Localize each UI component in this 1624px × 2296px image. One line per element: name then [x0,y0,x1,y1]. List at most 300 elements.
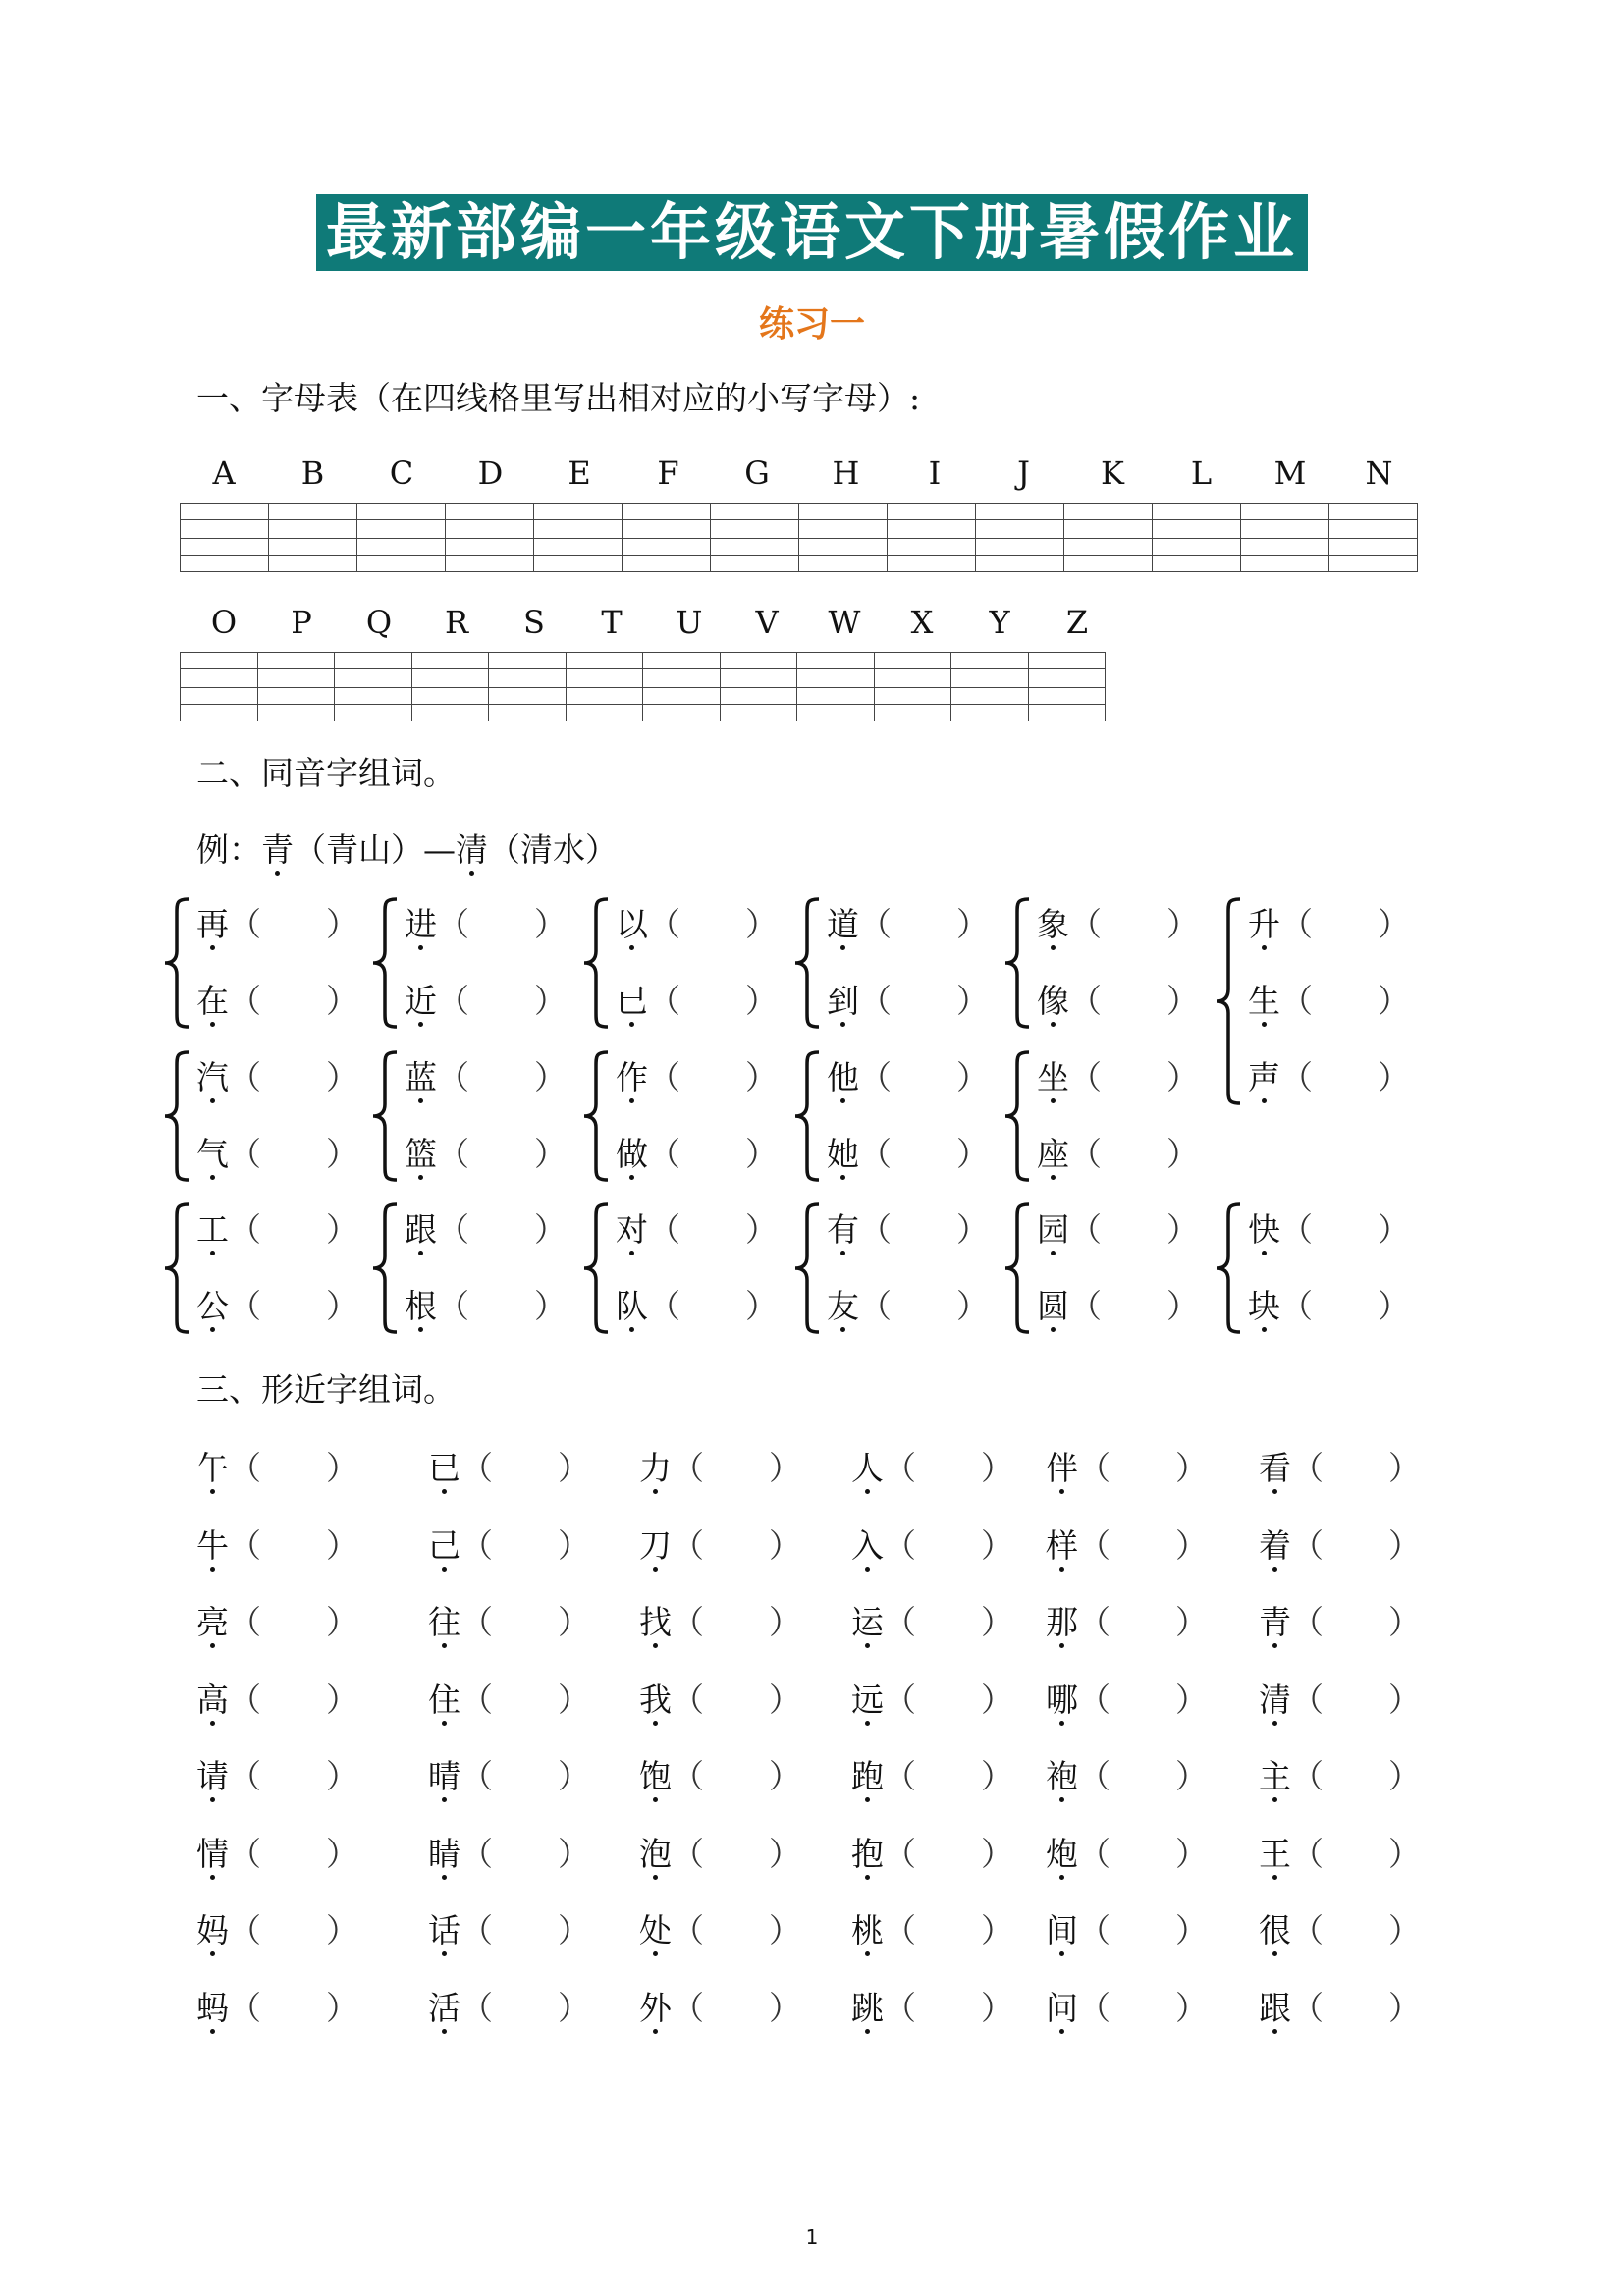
answer-blank[interactable]: （ ） [884,1525,1013,1565]
similar-char: 袍 [1046,1757,1078,1795]
similar-char-item [851,1835,1013,1874]
answer-blank[interactable]: （ ） [1291,1603,1421,1641]
four-line-grid-1 [180,503,1418,572]
answer-blank[interactable]: （ ） [1280,1058,1410,1096]
similar-char: 活 [428,1988,460,2027]
answer-blank[interactable]: （ ） [648,1058,778,1096]
answer-blank[interactable]: （ ） [648,1287,778,1325]
similar-char-item [1046,1989,1208,2028]
homophone-item [827,1210,989,1250]
alphabet-letter: R [444,604,469,641]
homophone-item [196,1287,358,1326]
alphabet-letter: L [1190,454,1213,492]
brace-icon [163,897,192,1029]
homophone-char: 座 [1037,1135,1069,1173]
answer-blank[interactable]: （ ） [1069,982,1199,1020]
homophone-char: 跟 [405,1210,437,1249]
homophone-item [1248,1058,1410,1097]
similar-char: 哪 [1046,1680,1078,1719]
brace-icon [1215,897,1244,1105]
answer-blank[interactable]: （ ） [859,982,989,1020]
alphabet-letter: Z [1065,604,1089,641]
homophone-item [616,1135,778,1174]
writing-cell[interactable] [257,653,335,721]
homophone-item [616,905,778,944]
homophone-char: 汽 [196,1058,229,1096]
similar-char-item [1259,1835,1421,1874]
answer-blank[interactable]: （ ） [437,1058,567,1096]
similar-char: 看 [1259,1449,1291,1487]
answer-blank[interactable]: （ ） [672,1680,801,1719]
similar-char-item [1046,1757,1208,1796]
similar-char: 泡 [639,1834,672,1873]
writing-cell[interactable] [446,504,534,572]
similar-char-item [639,1449,801,1488]
brace-icon [163,1050,192,1182]
answer-blank[interactable]: （ ） [460,1603,590,1641]
brace-icon [793,897,823,1029]
brace-icon [371,1050,401,1182]
answer-blank[interactable]: （ ） [437,1210,567,1249]
homophone-char: 像 [1037,982,1069,1020]
similar-char-item [1259,1526,1421,1566]
answer-blank[interactable]: （ ） [884,1988,1013,2027]
alphabet-letter: Q [365,604,393,641]
example-word-1: （青山） [294,830,423,869]
writing-cell[interactable] [797,653,875,721]
answer-blank[interactable]: （ ） [672,1603,801,1641]
answer-blank[interactable]: （ ） [884,1757,1013,1795]
answer-blank[interactable]: （ ） [229,1911,358,1949]
similar-char: 我 [639,1680,672,1719]
alphabet-letter: B [300,454,325,492]
similar-char: 样 [1046,1525,1078,1565]
answer-blank[interactable]: （ ） [859,1135,989,1173]
answer-blank[interactable]: （ ） [229,1757,358,1795]
answer-blank[interactable]: （ ） [1291,1525,1421,1565]
similar-char: 运 [851,1603,884,1641]
answer-blank[interactable]: （ ） [1069,905,1199,943]
brace-icon [582,1202,612,1334]
answer-blank[interactable]: （ ） [1078,1603,1208,1641]
example-dash: — [423,830,456,869]
answer-blank[interactable]: （ ） [1069,1058,1199,1096]
similar-char-item [1046,1681,1208,1720]
similar-char-item [196,1681,358,1720]
similar-char-item [851,1989,1013,2028]
similar-char: 往 [428,1603,460,1641]
homophone-item [196,1210,358,1250]
similar-char: 牛 [196,1525,229,1565]
answer-blank[interactable]: （ ） [460,1911,590,1949]
answer-blank[interactable]: （ ） [229,1135,358,1173]
answer-blank[interactable]: （ ） [460,1834,590,1873]
homophone-item [196,905,358,944]
homophone-item [1248,1287,1410,1326]
page-title: 最新部编一年级语文下册暑假作业 [316,194,1308,271]
answer-blank[interactable]: （ ） [229,1287,358,1325]
answer-blank[interactable]: （ ） [1280,1287,1410,1325]
similar-char-item [639,1526,801,1566]
answer-blank[interactable]: （ ） [1291,1449,1421,1487]
answer-blank[interactable]: （ ） [460,1757,590,1795]
answer-blank[interactable]: （ ） [229,1210,358,1249]
similar-char-item [639,1911,801,1950]
homophone-item [616,1210,778,1250]
alphabet-letter: U [676,604,703,641]
writing-cell[interactable] [269,504,357,572]
similar-char-item [428,1989,590,2028]
answer-blank[interactable]: （ ） [1291,1988,1421,2027]
similar-char-item [428,1449,590,1488]
similar-char-item [1259,1911,1421,1950]
answer-blank[interactable]: （ ） [460,1988,590,2027]
alphabet-letter: F [657,454,679,492]
answer-blank[interactable]: （ ） [229,1988,358,2027]
writing-cell[interactable] [489,653,567,721]
homophone-char: 进 [405,905,437,943]
alphabet-letter: V [755,604,779,641]
answer-blank[interactable]: （ ） [1078,1680,1208,1719]
homophone-item [827,982,989,1021]
similar-char-item [639,1757,801,1796]
writing-cell[interactable] [720,653,797,721]
similar-char: 力 [639,1449,672,1487]
answer-blank[interactable]: （ ） [1069,1287,1199,1325]
homophone-char: 坐 [1037,1058,1069,1096]
similar-char-item [1046,1526,1208,1566]
similar-char: 入 [851,1525,884,1565]
alphabet-letter: E [568,454,591,492]
homophone-char: 以 [616,905,648,943]
homophone-item [1037,1210,1199,1250]
writing-cell[interactable] [1329,504,1418,572]
homophone-item [405,1058,567,1097]
brace-icon [1003,1050,1033,1182]
homophone-item [1037,1058,1199,1097]
answer-blank[interactable]: （ ） [460,1449,590,1487]
homophone-item [1248,1210,1410,1250]
brace-icon [371,897,401,1029]
similar-char: 伴 [1046,1449,1078,1487]
answer-blank[interactable]: （ ） [1078,1757,1208,1795]
alphabet-letter: S [523,604,545,641]
similar-char-item [428,1757,590,1796]
homophone-char: 蓝 [405,1058,437,1096]
homophone-item [196,1058,358,1097]
answer-blank[interactable]: （ ） [437,1135,567,1173]
writing-cell[interactable] [534,504,623,572]
similar-char: 睛 [428,1834,460,1873]
alphabet-letter: D [477,454,504,492]
homophone-char: 作 [616,1058,648,1096]
page-subtitle: 练习一 [758,304,865,345]
writing-cell[interactable] [181,504,269,572]
homophone-char: 友 [827,1287,859,1325]
answer-blank[interactable]: （ ） [1078,1525,1208,1565]
alphabet-letter: O [210,604,238,641]
alphabet-letter: X [910,604,934,641]
homophone-char: 块 [1248,1287,1280,1325]
alphabet-letter: P [291,604,312,641]
alphabet-letter: H [832,454,860,492]
homophone-item [1248,905,1410,944]
similar-char: 很 [1259,1911,1291,1949]
similar-char-item [196,1757,358,1796]
homophone-char: 圆 [1037,1287,1069,1325]
similar-char: 情 [196,1834,229,1873]
homophone-item [405,1210,567,1250]
writing-cell[interactable] [976,504,1064,572]
similar-char-item [428,1681,590,1720]
writing-cell[interactable] [411,653,489,721]
answer-blank[interactable]: （ ） [1078,1449,1208,1487]
homophone-char: 工 [196,1210,229,1249]
homophone-char: 气 [196,1135,229,1173]
similar-char-item [1046,1603,1208,1642]
similar-char: 处 [639,1911,672,1949]
homophone-char: 再 [196,905,229,943]
answer-blank[interactable]: （ ） [229,905,358,943]
homophone-item [827,1135,989,1174]
answer-blank[interactable]: （ ） [672,1525,801,1565]
similar-char-item [196,1603,358,1642]
writing-cell[interactable] [799,504,888,572]
brace-icon [793,1050,823,1182]
homophone-item [405,982,567,1021]
similar-char: 请 [196,1757,229,1795]
four-line-grid-2 [180,652,1106,721]
similar-char-item [1046,1835,1208,1874]
answer-blank[interactable]: （ ） [672,1834,801,1873]
similar-char-item [428,1603,590,1642]
similar-char-item [196,1526,358,1566]
similar-char-item [851,1911,1013,1950]
answer-blank[interactable]: （ ） [884,1603,1013,1641]
answer-blank[interactable]: （ ） [437,905,567,943]
answer-blank[interactable]: （ ） [884,1911,1013,1949]
similar-char: 妈 [196,1911,229,1949]
example-word-2: （清水） [488,830,618,869]
section1-heading: 一、字母表（在四线格里写出相对应的小写字母）: [196,379,921,417]
writing-cell[interactable] [623,504,711,572]
answer-blank[interactable]: （ ） [648,1210,778,1249]
alphabet-letter: M [1273,454,1307,492]
similar-char-item [196,1449,358,1488]
homophone-item [196,982,358,1021]
similar-char: 清 [1259,1680,1291,1719]
homophone-char: 近 [405,982,437,1020]
similar-char-item [639,1681,801,1720]
similar-char-item [851,1603,1013,1642]
answer-blank[interactable]: （ ） [1280,905,1410,943]
answer-blank[interactable]: （ ） [229,1525,358,1565]
answer-blank[interactable]: （ ） [1078,1988,1208,2027]
answer-blank[interactable]: （ ） [229,1058,358,1096]
answer-blank[interactable]: （ ） [229,1603,358,1641]
writing-cell[interactable] [1241,504,1329,572]
answer-blank[interactable]: （ ） [229,1680,358,1719]
homophone-char: 道 [827,905,859,943]
answer-blank[interactable]: （ ） [672,1988,801,2027]
answer-blank[interactable]: （ ） [1291,1757,1421,1795]
alphabet-row-2 [180,603,1112,642]
answer-blank[interactable]: （ ） [1078,1911,1208,1949]
answer-blank[interactable]: （ ） [1291,1680,1421,1719]
similar-char: 蚂 [196,1988,229,2027]
answer-blank[interactable]: （ ） [648,905,778,943]
alphabet-letter: G [744,454,770,492]
similar-char: 外 [639,1988,672,2027]
writing-cell[interactable] [1153,504,1241,572]
writing-cell[interactable] [1028,653,1106,721]
alphabet-letter: I [928,454,942,492]
answer-blank[interactable]: （ ） [884,1680,1013,1719]
similar-char-item [851,1526,1013,1566]
brace-icon [582,897,612,1029]
writing-cell[interactable] [888,504,976,572]
alphabet-letter: T [601,604,623,641]
similar-char-item [851,1757,1013,1796]
alphabet-letter: J [1017,454,1030,492]
answer-blank[interactable]: （ ） [1280,1210,1410,1249]
homophone-item [1248,982,1410,1021]
homophone-char: 已 [616,982,648,1020]
answer-blank[interactable]: （ ） [672,1449,801,1487]
similar-char-item [851,1449,1013,1488]
similar-char: 青 [1259,1603,1291,1641]
answer-blank[interactable]: （ ） [460,1525,590,1565]
homophone-char: 做 [616,1135,648,1173]
similar-char: 抱 [851,1834,884,1873]
answer-blank[interactable]: （ ） [229,1449,358,1487]
section3-heading: 三、形近字组词。 [196,1370,456,1409]
similar-char: 炮 [1046,1834,1078,1873]
similar-char: 找 [639,1603,672,1641]
homophone-item [405,905,567,944]
similar-char-item [428,1911,590,1950]
answer-blank[interactable]: （ ） [859,1210,989,1249]
homophone-char: 有 [827,1210,859,1249]
answer-blank[interactable]: （ ） [672,1911,801,1949]
brace-icon [163,1202,192,1334]
writing-cell[interactable] [335,653,412,721]
writing-cell[interactable] [951,653,1029,721]
homophone-char: 象 [1037,905,1069,943]
answer-blank[interactable]: （ ） [1280,982,1410,1020]
writing-cell[interactable] [1064,504,1153,572]
alphabet-letter: A [212,454,236,492]
answer-blank[interactable]: （ ） [648,1135,778,1173]
homophone-item [827,1287,989,1326]
brace-icon [793,1202,823,1334]
similar-char: 跳 [851,1988,884,2027]
homophone-item [1037,1287,1199,1326]
writing-cell[interactable] [181,653,258,721]
answer-blank[interactable]: （ ） [1291,1834,1421,1873]
section2-heading: 二、同音字组词。 [196,754,456,792]
answer-blank[interactable]: （ ） [1069,1135,1199,1173]
similar-char: 桃 [851,1911,884,1949]
writing-cell[interactable] [874,653,951,721]
answer-blank[interactable]: （ ） [884,1449,1013,1487]
alphabet-letter: K [1101,454,1124,492]
writing-cell[interactable] [566,653,643,721]
homophone-char: 快 [1248,1210,1280,1249]
homophone-char: 他 [827,1058,859,1096]
homophone-item [616,1058,778,1097]
alphabet-row-1 [180,454,1427,493]
similar-char-item [196,1835,358,1874]
homophone-item [616,982,778,1021]
similar-char-item [196,1989,358,2028]
similar-char: 主 [1259,1757,1291,1795]
answer-blank[interactable]: （ ） [437,1287,567,1325]
page-number: 1 [805,2225,819,2249]
answer-blank[interactable]: （ ） [229,1834,358,1873]
similar-char: 跟 [1259,1988,1291,2027]
similar-char: 已 [428,1449,460,1487]
homophone-char: 在 [196,982,229,1020]
alphabet-letter: C [389,454,414,492]
writing-cell[interactable] [357,504,446,572]
answer-blank[interactable]: （ ） [884,1834,1013,1873]
homophone-char: 到 [827,982,859,1020]
similar-char: 己 [428,1525,460,1565]
answer-blank[interactable]: （ ） [648,982,778,1020]
writing-cell[interactable] [643,653,721,721]
similar-char: 刀 [639,1525,672,1565]
brace-icon [1215,1202,1244,1334]
title-wrap [0,194,1624,271]
answer-blank[interactable]: （ ） [437,982,567,1020]
brace-icon [1003,1202,1033,1334]
similar-char-item [1046,1449,1208,1488]
similar-char: 人 [851,1449,884,1487]
answer-blank[interactable]: （ ） [229,982,358,1020]
similar-char-item [851,1681,1013,1720]
homophone-char: 队 [616,1287,648,1325]
example-char-2: 清 [456,830,488,869]
similar-char: 高 [196,1680,229,1719]
alphabet-letter: N [1365,454,1393,492]
similar-char-item [196,1911,358,1950]
brace-icon [371,1202,401,1334]
answer-blank[interactable]: （ ） [859,1058,989,1096]
answer-blank[interactable]: （ ） [1069,1210,1199,1249]
answer-blank[interactable]: （ ） [1291,1911,1421,1949]
similar-char-item [1259,1449,1421,1488]
homophone-item [1037,1135,1199,1174]
answer-blank[interactable]: （ ） [859,905,989,943]
similar-char: 午 [196,1449,229,1487]
homophone-char: 园 [1037,1210,1069,1249]
similar-char-item [1259,1603,1421,1642]
writing-cell[interactable] [711,504,799,572]
answer-blank[interactable]: （ ） [859,1287,989,1325]
homophone-char: 根 [405,1287,437,1325]
homophone-char: 她 [827,1135,859,1173]
homophone-item [616,1287,778,1326]
answer-blank[interactable]: （ ） [1078,1834,1208,1873]
similar-char: 着 [1259,1525,1291,1565]
answer-blank[interactable]: （ ） [460,1680,590,1719]
answer-blank[interactable]: （ ） [672,1757,801,1795]
alphabet-letter: W [828,604,861,641]
similar-char-item [639,1603,801,1642]
homophone-item [405,1287,567,1326]
similar-char-item [1259,1681,1421,1720]
